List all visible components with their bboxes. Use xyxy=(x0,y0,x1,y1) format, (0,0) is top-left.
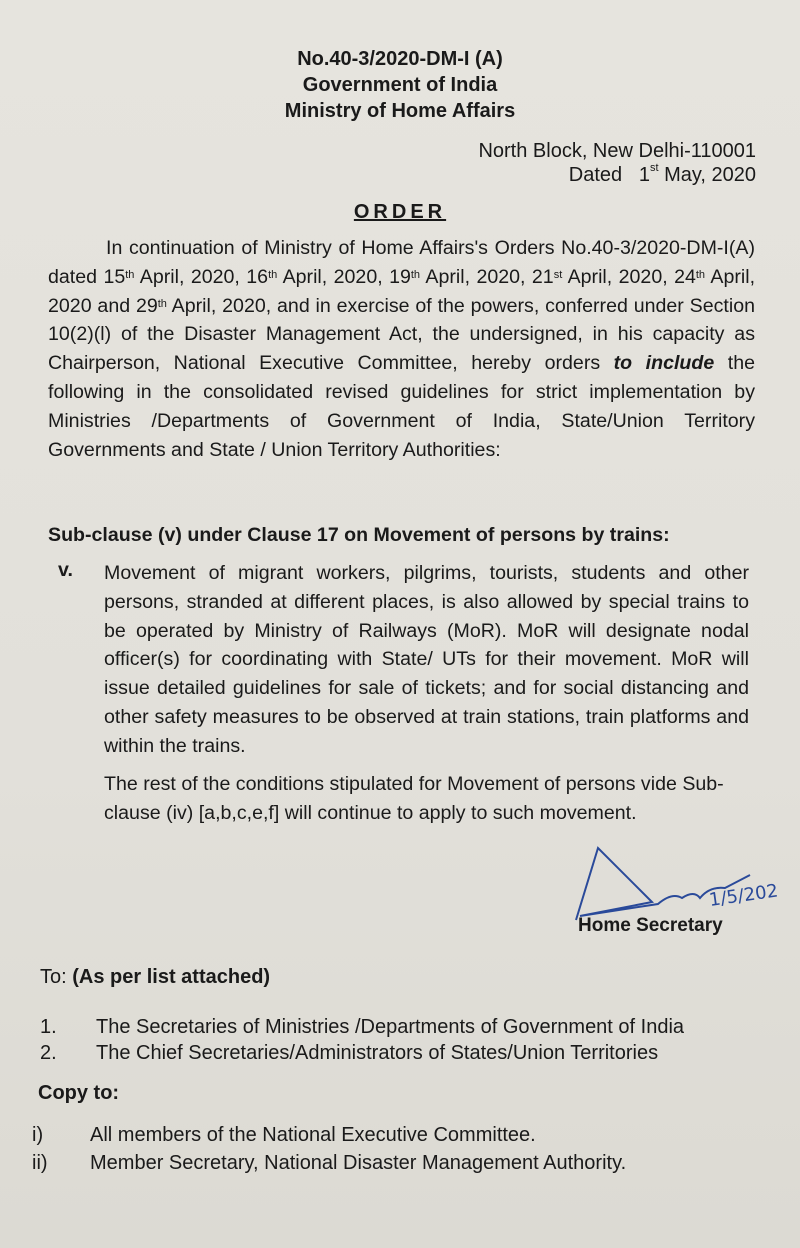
reference-number: No.40-3/2020-DM-I (A) xyxy=(297,48,503,70)
copy-to-item: i) All members of the National Executive Committee. xyxy=(32,1124,536,1146)
subclause-text: Movement of migrant workers, pilgrims, tourists, students and other persons, stranded at different places, is also allowed by special trains to be operated by Ministry of Railways (MoR). MoR will designate nodal officer(s) for coordinating with State/ UTs for their movement. MoR will issue detailed guidelines for sale of tickets; and for social distancing and other safety measures to be observed at train stations, train platforms and within the trains. xyxy=(104,562,749,757)
date-suffix: st xyxy=(649,162,659,174)
date-day: 1 xyxy=(638,164,650,186)
subclause-heading: Sub-clause (v) under Clause 17 on Movement of persons by trains: xyxy=(48,524,670,546)
dated-label: Dated xyxy=(568,164,623,186)
ministry-name: Ministry of Home Affairs xyxy=(284,100,516,122)
date-line xyxy=(569,164,756,187)
copy-to-item: ii) Member Secretary, National Disaster Management Authority. xyxy=(32,1152,627,1174)
subclause-rest: The rest of the conditions stipulated for Movement of persons vide Sub-clause (iv) [a,b,c,e,f] will continue to apply to such movement. xyxy=(104,773,724,824)
to-line: To: (As per list attached) xyxy=(40,966,271,988)
emphasis-text: to include xyxy=(613,352,715,375)
date-rest: May, 2020 xyxy=(664,164,756,186)
intro-paragraph: In continuation of Ministry of Home Affairs's Orders No.40-3/2020-DM-I(A) dated 15th April, 2020, 16th April, 2020, 19th April, 2020, 21st April, 2020, 24th April, 2020 and 29th April, 2020, and in exercise of the powers, conferred under Section 10(2)(l) of the Disaster Management Act, the undersigned, in his capacity as Chairperson, National Executive Committee, hereby orders to include the following in the consolidated revised guidelines for strict implementation by Ministries /Departments of Government of India, State/Union Territory Governments and State / Union Territory Authorities: xyxy=(48,237,756,461)
to-item: 2. The Chief Secretaries/Administrators of States/Union Territories xyxy=(40,1042,659,1064)
svg-text:1/5/202: 1/5/202 xyxy=(707,880,780,911)
government-name: Government of India xyxy=(302,74,498,96)
signatory-designation: Home Secretary xyxy=(578,915,723,936)
to-item: 1. The Secretaries of Ministries /Departments of Government of India xyxy=(40,1016,685,1038)
address: North Block, New Delhi-110001 xyxy=(478,140,756,162)
order-title: ORDER xyxy=(353,201,447,223)
subclause-marker: v. xyxy=(58,559,73,581)
copy-to-label: Copy to: xyxy=(38,1082,120,1104)
